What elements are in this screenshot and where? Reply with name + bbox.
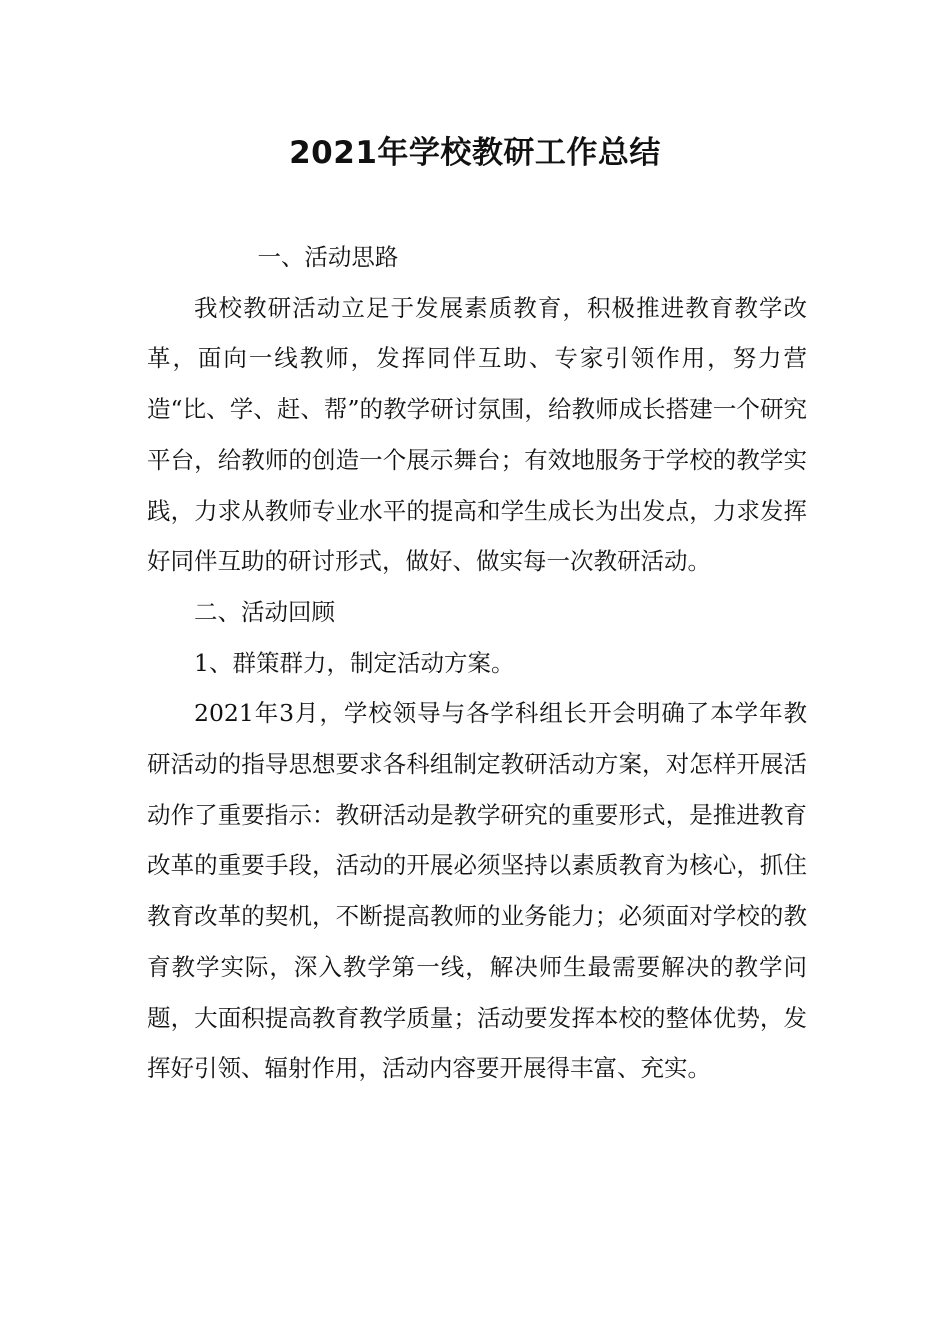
paragraph-activity-plan: 2021年3月，学校领导与各学科组长开会明确了本学年教研活动的指导思想要求各科组制定教研活动方案，对怎样开展活动作了重要指示：教研活动是教学研究的重要形式，是推进教育改革的重要手段，活动的开展必须坚持以素质教育为核心，抓住教育改革的契机，不断提高教师的业务能力；必须面对学校的教育教学实际，深入教学第一线，解决师生最需要解决的教学问题，大面积提高教育教学质量；活动要发挥本校的整体优势，发挥好引领、辐射作用，活动内容要开展得丰富、充实。: [147, 699, 807, 1083]
subheading-activity-plan: 1、群策群力，制定活动方案。: [194, 648, 515, 677]
paragraph-activity-approach: 我校教研活动立足于发展素质教育，积极推进教育教学改革，面向一线教师，发挥同伴互助、专家引领作用，努力营造“比、学、赶、帮”的教学研讨氛围，给教师成长搭建一个研究平台，给教师的创造一个展示舞台；有效地服务于学校的教学实践，力求从教师专业水平的提高和学生成长为出发点，力求发挥好同伴互助的研讨形式，做好、做实每一次教研活动。: [147, 293, 807, 576]
document-body: [147, 232, 807, 1094]
section-heading-activity-review: 二、活动回顾: [194, 597, 335, 626]
document-title: 2021年学校教研工作总结: [289, 135, 661, 171]
section-heading-activity-approach: 一、活动思路: [257, 243, 399, 271]
